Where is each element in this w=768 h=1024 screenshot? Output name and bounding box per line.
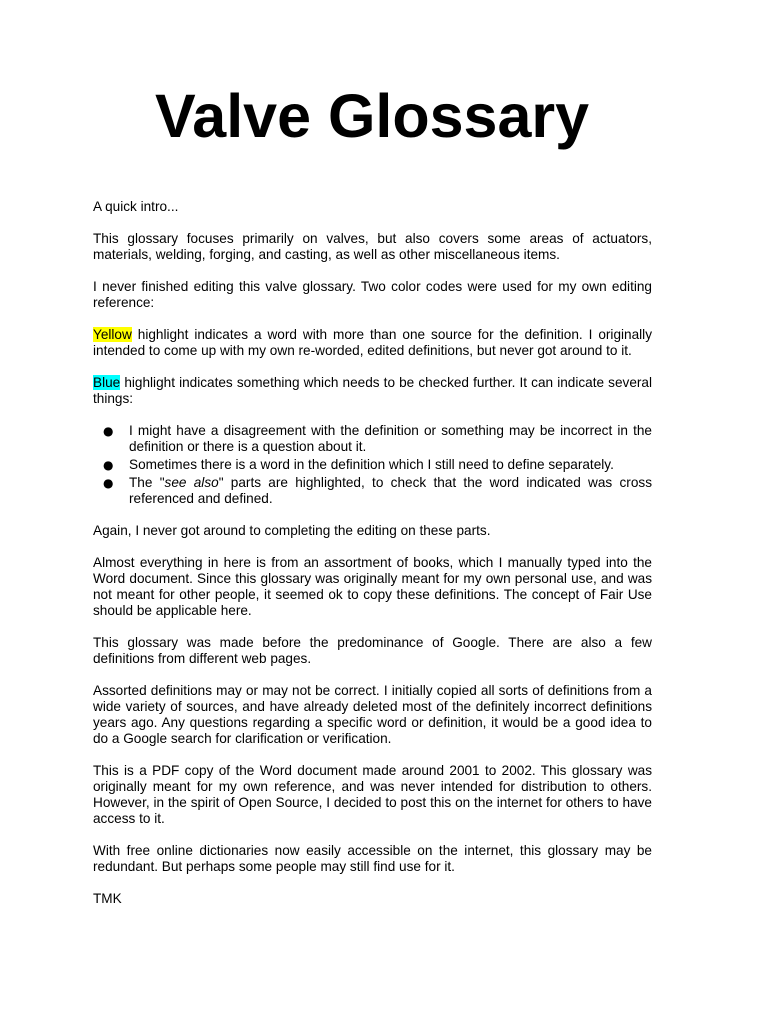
intro-paragraph: A quick intro... [93,199,179,214]
yellow-highlight-word: Yellow [93,327,132,342]
blue-legend-paragraph [93,375,652,407]
document-body [93,199,652,923]
google-paragraph: This glossary was made before the predominance of Google. There are also a few definitions from different web pages. [93,635,652,666]
dictionaries-paragraph: With free online dictionaries now easily accessible on the internet, this glossary may be redundant. But perhaps some people may still find use for it. [93,843,652,874]
focus-paragraph: This glossary focuses primarily on valves, but also covers some areas of actuators, materials, welding, forging, and casting, as well as other miscellaneous items. [93,231,652,262]
bullet-icon: ● [103,458,114,472]
bullet-text: I might have a disagreement with the definition or something may be incorrect in the definition or there is a question about it. [129,423,652,454]
pdf-paragraph: This is a PDF copy of the Word document made around 2001 to 2002. This glossary was originally meant for my own reference, and was never intended for distribution to others. However, in the spirit of Open Source, I decided to post this on the internet for others to have access to it. [93,763,652,826]
see-also-text: see also [164,475,219,490]
bullet-icon: ● [103,476,114,490]
bullet-text: Sometimes there is a word in the definition which I still need to define separately. [129,457,614,472]
list-item [93,475,652,507]
page-title: Valve Glossary [154,82,590,150]
bullet-list [93,423,652,507]
bullet-text-pre: The " [129,475,165,490]
signature: TMK [93,891,122,906]
blue-highlight-word: Blue [93,375,121,390]
bullet-text-post: " parts are highlighted, to check that the word indicated was cross referenced and defined. [129,475,652,506]
bullet-icon: ● [103,424,114,438]
again-paragraph: Again, I never got around to completing the editing on these parts. [93,523,491,538]
yellow-legend-paragraph [93,327,652,359]
blue-legend-text: highlight indicates something which needs to be checked further. It can indicate several things: [93,375,652,406]
editing-paragraph: I never finished editing this valve glossary. Two color codes were used for my own editing reference: [93,279,652,310]
assorted-paragraph: Assorted definitions may or may not be correct. I initially copied all sorts of definitions from a wide variety of sources, and have already deleted most of the definitely incorrect definitions years ago. Any questions regarding a specific word or definition, it would be a good idea to do a Google search for clarification or verification. [93,683,652,746]
list-item [93,423,652,455]
yellow-legend-text: highlight indicates a word with more than one source for the definition. I originally intended to come up with my own re-worded, edited definitions, but never got around to it. [93,327,652,358]
books-paragraph: Almost everything in here is from an assortment of books, which I manually typed into the Word document. Since this glossary was originally meant for my own personal use, and was not meant for other people, it seemed ok to copy these definitions. The concept of Fair Use should be applicable here. [93,555,652,618]
list-item [93,457,652,473]
